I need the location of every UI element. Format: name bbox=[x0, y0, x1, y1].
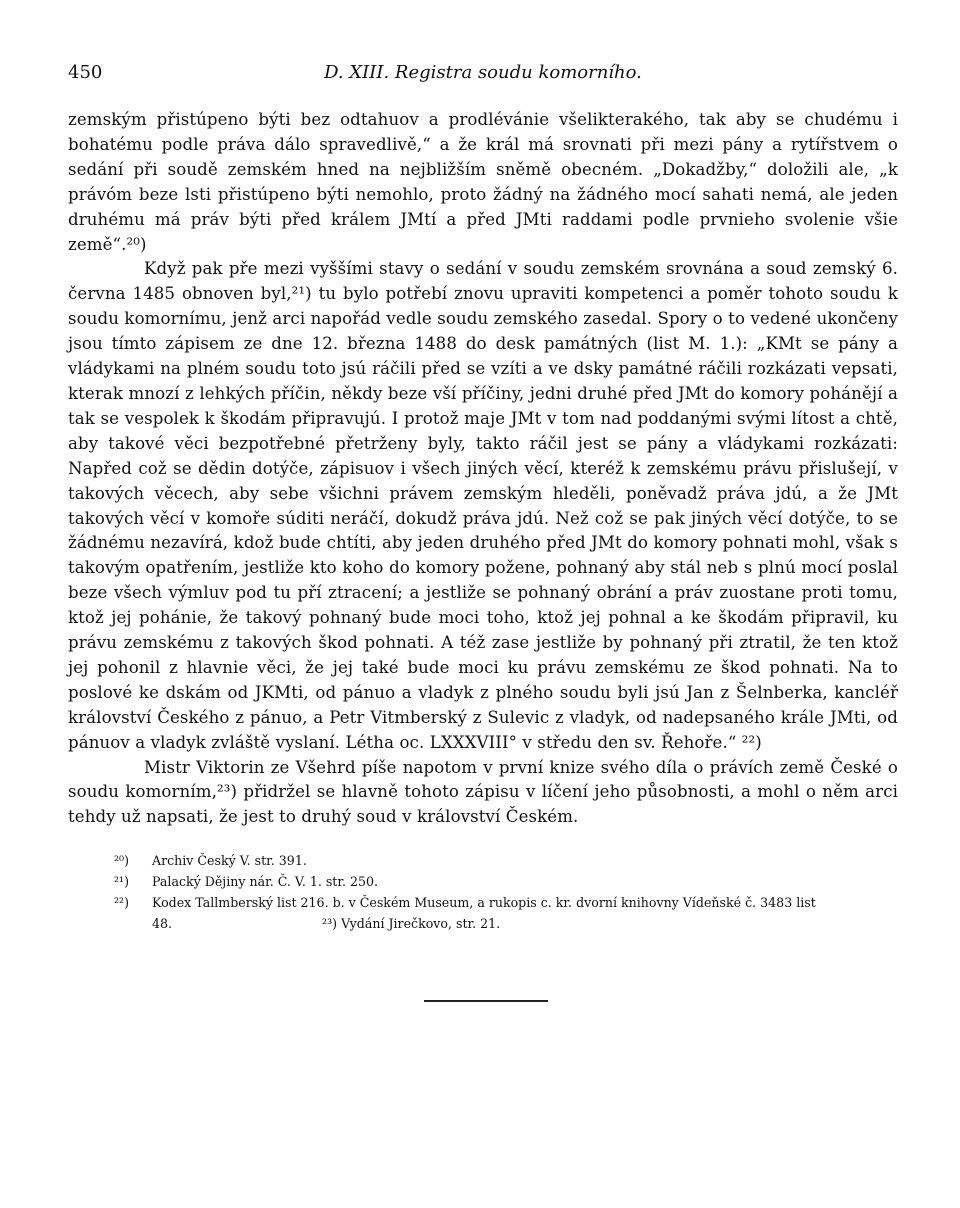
footnote-23 bbox=[322, 916, 500, 931]
paragraph-3: Mistr Viktorin ze Všehrd píše napotom v první knize svého díla o právích země České o soudu komorním,²³) přidržel se hlavně tohoto zápisu v líčení jeho působnosti, a mohl o něm arci tehdy už napsati, že jest to druhý soud v království Českém. bbox=[68, 757, 898, 827]
footnote-text: Vydání Jirečkovo, str. 21. bbox=[341, 916, 501, 931]
footnote-marker: ²¹) bbox=[114, 874, 130, 889]
footnote-20 bbox=[114, 850, 898, 871]
paragraph-1: zemským přistúpeno býti bez odtahuov a prodlévánie všelikterakého, tak aby se chudému i bohatému podle práva dálo spravedlivě,“ a že král má srovnati při mezi pány a rytířstvem o sedání při soudě zemském hned na nejbližším sněmě obecném. „Dokadžby,“ doložili ale, „k právóm beze lsti přistúpeno býti nemohlo, proto žádný na žádného mocí sahati nemá, ale jeden druhému má práv býti před králem JMtí a před JMti raddami podle prvnieho svolenie všie země“.²⁰) bbox=[68, 110, 898, 254]
footnote-marker: ²⁰) bbox=[114, 853, 130, 868]
footnote-marker: ²²) bbox=[114, 895, 130, 910]
body-text bbox=[68, 108, 898, 830]
closing-rule bbox=[424, 1000, 548, 1002]
footnote-text: Palacký Dějiny nár. Č. V. 1. str. 250. bbox=[152, 874, 379, 889]
footnote-21 bbox=[114, 871, 898, 892]
footnotes bbox=[114, 850, 898, 934]
page-number: 450 bbox=[68, 62, 103, 83]
running-title: D. XIII. Registra soudu komorního. bbox=[324, 62, 642, 83]
paragraph-2: Když pak pře mezi vyššími stavy o sedání v soudu zemském srovnána a soud zemský 6. června 1485 obnoven byl,²¹) tu bylo potřebí znovu upraviti kompetenci a poměr tohoto soudu k soudu komornímu, jenž arci napořád vedle soudu zemského zasedal. Spory o to vedené ukončeny jsou tímto zápisem ze dne 12. března 1488 do desk památných (list M. 1.): „KMt se pány a vládykami na plném soudu toto jsú ráčili před se vzíti a ve dsky památné ráčili rozkázati vepsati, kterak mnozí z lehkých příčin, někdy beze vší příčiny, jedni druhé před JMt do komory pohánějí a tak se vespolek k škodám připravujú. I protož maje JMt v tom nad poddanými svými lítost a chtě, aby takové věci bezpotřebné přetrženy byly, takto ráčil jest se pány a vládykami rozkázati: Napřed což se dědin dotýče, zápisuov i všech jiných věcí, kteréž k zemskému právu přislušejí, v takových věcech, aby sebe všichni právem zemským hleděli, poněvadž práva jdú, a že JMt takových věcí v komoře súditi neráčí, dokudž práva jdú. Než což se pak jiných věcí dotýče, to se žádnému nezavírá, kdož bude chtíti, aby jeden druhého před JMt do komory pohnati mohl, však s takovým opatřením, jestliže kto koho do komory požene, pohnaný aby stál neb s plnú mocí poslal beze všech výmluv pod tu pří ztracení; a jestliže se pohnaný obrání a práv zuostane proti tomu, ktož jej pohánie, že takový pohnaný bude moci toho, ktož jej pohnal a ke škodám připravil, ku právu zemskému z takových škod pohnati. A též zase jestliže by pohnaný při ztratil, že ten ktož jej pohonil z hlavnie věci, že jej také bude moci ku právu zemskému ze škod pohnati. Na to poslové ke dskám od JKMti, od pánuo a vladyk z plného soudu byli jsú Jan z Šelnberka, kancléř království Českého z pánuo, a Petr Vitmberský z Sulevic z vladyk, od nadepsaného krále JMti, od pánuov a vladyk zvláště vyslaní. Létha oc. LXXXVIII° v středu den sv. Řehoře.“ ²²) bbox=[68, 259, 898, 752]
footnote-22 bbox=[114, 892, 898, 934]
footnote-marker: ²³) bbox=[322, 916, 338, 931]
footnote-text: Kodex Tallmberský list 216. b. v Českém Museum, a rukopis c. kr. dvorní knihovny Vídeňské č. 3483 list 48. bbox=[152, 895, 816, 931]
footnote-text: Archiv Český V. str. 391. bbox=[152, 853, 307, 868]
page-header bbox=[68, 62, 898, 92]
